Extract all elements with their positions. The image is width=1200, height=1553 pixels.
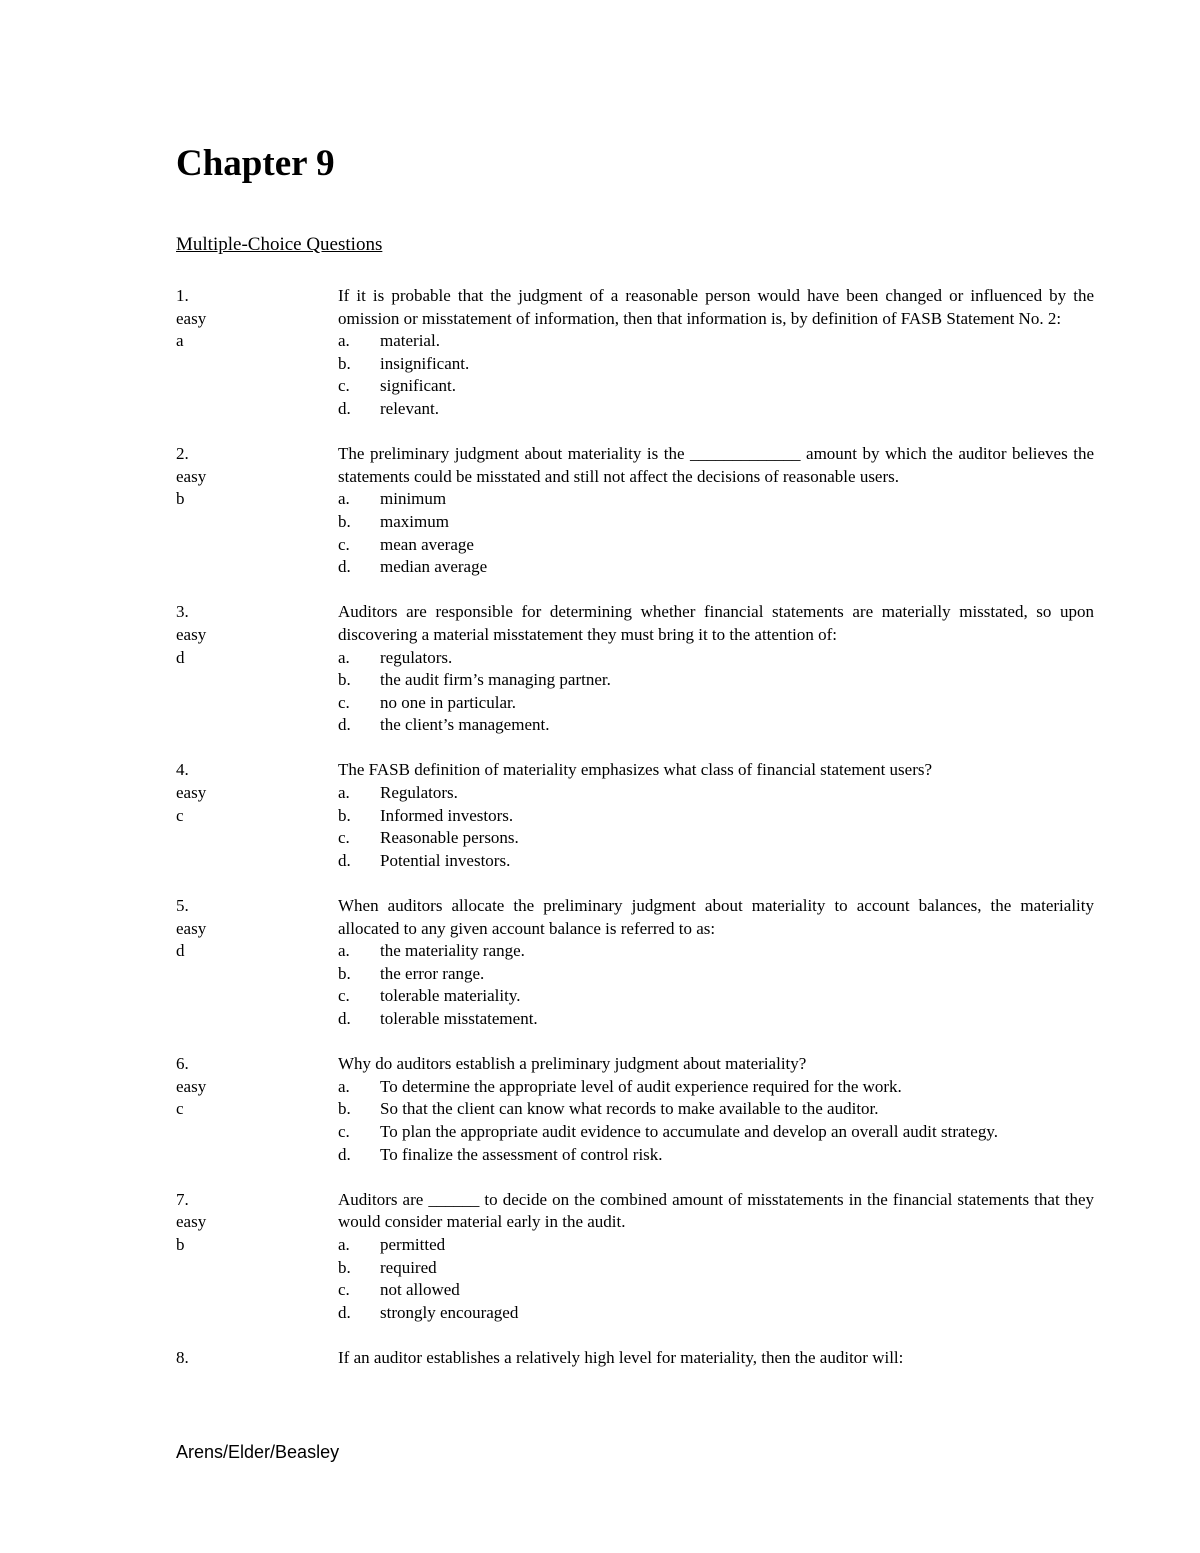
question-body: [338, 1189, 1094, 1325]
option-text: the audit firm’s managing partner.: [380, 670, 611, 690]
question-stem: The FASB definition of materiality emphasizes what class of financial statement users?: [338, 760, 933, 780]
option-letter: b.: [338, 805, 351, 825]
option-text: tolerable materiality.: [380, 986, 521, 1006]
option-text: So that the client can know what records to make available to the auditor.: [380, 1099, 879, 1119]
question-stem: Auditors are responsible for determining whether financial statements are materially misstated, so upon discovering a material misstatement they must bring it to the attention of:: [338, 602, 1094, 644]
option-text: tolerable misstatement.: [380, 1009, 538, 1028]
question-stem: When auditors allocate the preliminary judgment about materiality to account balances, the materiality allocated to any given account balance is referred to as:: [338, 896, 1094, 938]
option-letter: a.: [338, 1076, 350, 1096]
option-text: Potential investors.: [380, 850, 511, 870]
question-body: [338, 759, 1094, 872]
question-answer-key: d: [176, 647, 185, 667]
option-text: Regulators.: [380, 783, 458, 803]
question-answer-key: d: [176, 941, 185, 961]
option-text: insignificant.: [380, 353, 470, 373]
option-letter: b.: [338, 1099, 351, 1119]
option-letter: b.: [338, 353, 351, 373]
question-body: [338, 1053, 1094, 1166]
answer-option: [338, 647, 1094, 670]
question-answer-key: b: [176, 489, 185, 509]
option-text: required: [380, 1257, 437, 1277]
option-text: regulators.: [380, 647, 453, 667]
answer-option: [338, 1098, 1094, 1121]
question-number: 1.: [176, 286, 189, 305]
question-item: [176, 895, 1094, 1031]
question-meta: [176, 759, 338, 872]
option-letter: a.: [338, 1234, 350, 1254]
option-text: the error range.: [380, 963, 485, 983]
option-letter: b.: [338, 963, 351, 983]
question-item: [176, 1189, 1094, 1325]
question-stem: If an auditor establishes a relatively high level for materiality, then the auditor will:: [338, 1347, 904, 1367]
question-item: [176, 1053, 1094, 1166]
question-meta: [176, 285, 338, 421]
option-letter: a.: [338, 647, 350, 667]
option-letter: d.: [338, 398, 351, 418]
answer-option: [338, 963, 1094, 986]
option-text: no one in particular.: [380, 692, 516, 712]
option-letter: d.: [338, 557, 351, 577]
option-letter: d.: [338, 1302, 351, 1322]
question-difficulty: [176, 1370, 338, 1393]
option-letter: d.: [338, 850, 351, 870]
option-letter: d.: [338, 1009, 351, 1028]
question-stem: If it is probable that the judgment of a reasonable person would have been changed or influenced by the omission or misstatement of information, then that information is, by definition of FASB Statement No. 2:: [338, 286, 1094, 328]
question-meta: [176, 443, 338, 579]
question-body: [338, 285, 1094, 421]
answer-option: [338, 1008, 1094, 1031]
answer-option: [338, 1302, 1094, 1325]
option-letter: b.: [338, 511, 351, 531]
question-difficulty: easy: [176, 1212, 207, 1232]
question-item: [176, 759, 1094, 872]
option-letter: a.: [338, 489, 350, 509]
question-number: 7.: [176, 1189, 189, 1209]
question-answer-key: b: [176, 1234, 185, 1254]
option-letter: a.: [338, 331, 350, 351]
answer-option: [338, 511, 1094, 534]
option-letter: b.: [338, 670, 351, 690]
option-text: material.: [380, 331, 440, 351]
answer-option: [338, 782, 1094, 805]
option-text: To determine the appropriate level of audit experience required for the work.: [380, 1076, 902, 1096]
question-answer-key: c: [176, 805, 184, 825]
answer-option: [338, 1121, 1094, 1144]
question-item: [176, 1347, 1094, 1415]
option-text: To finalize the assessment of control risk.: [380, 1144, 663, 1164]
question-stem: The preliminary judgment about materiality is the _____________ amount by which the auditor believes the statements could be misstated and still not affect the decisions of reasonable users.: [338, 444, 1094, 486]
question-body: [338, 601, 1094, 737]
answer-option: [338, 556, 1094, 579]
question-answer-key: c: [176, 1099, 184, 1119]
option-letter: c.: [338, 1280, 350, 1300]
option-letter: b.: [338, 1257, 351, 1277]
page-footer: Arens/Elder/Beasley: [176, 1442, 340, 1462]
question-number: 8.: [176, 1347, 189, 1367]
question-body: [338, 1347, 1094, 1415]
answer-option: [338, 398, 1094, 421]
option-letter: c.: [338, 534, 350, 554]
question-stem: Auditors are ______ to decide on the combined amount of misstatements in the financial statements that they would consider material early in the audit.: [338, 1189, 1094, 1232]
option-text: minimum: [380, 489, 447, 509]
answer-option: [338, 353, 1094, 376]
answer-option: [338, 534, 1094, 557]
option-text: median average: [380, 557, 488, 577]
answer-option: [338, 1279, 1094, 1302]
answer-option: [338, 1144, 1094, 1167]
answer-option: [338, 375, 1094, 398]
question-meta: [176, 895, 338, 1031]
option-text: Informed investors.: [380, 805, 514, 825]
question-difficulty: easy: [176, 783, 207, 803]
answer-option: [338, 488, 1094, 511]
question-number: 5.: [176, 896, 189, 916]
section-heading: Multiple-Choice Questions: [176, 234, 383, 255]
answer-option: [338, 1257, 1094, 1280]
question-body: [338, 895, 1094, 1031]
question-item: [176, 601, 1094, 737]
option-text: To plan the appropriate audit evidence to accumulate and develop an overall audit strategy.: [380, 1121, 998, 1141]
question-body: [338, 443, 1094, 579]
option-text: Reasonable persons.: [380, 828, 519, 848]
option-letter: a.: [338, 783, 350, 803]
answer-option: [338, 827, 1094, 850]
question-number: 2.: [176, 444, 189, 464]
option-text: strongly encouraged: [380, 1302, 519, 1322]
option-letter: c.: [338, 828, 350, 848]
option-letter: d.: [338, 1144, 351, 1164]
question-difficulty: easy: [176, 466, 207, 486]
answer-option: [338, 669, 1094, 692]
option-letter: a.: [338, 941, 350, 961]
question-meta: [176, 601, 338, 737]
answer-option: [338, 692, 1094, 715]
option-text: mean average: [380, 534, 474, 554]
question-answer-key: [176, 1392, 338, 1415]
option-text: permitted: [380, 1234, 446, 1254]
answer-option: [338, 985, 1094, 1008]
question-item: [176, 443, 1094, 579]
option-letter: c.: [338, 692, 350, 712]
answer-option: [338, 1076, 1094, 1099]
answer-option: [338, 850, 1094, 873]
question-number: 6.: [176, 1054, 189, 1074]
option-text: maximum: [380, 511, 449, 531]
question-meta: [176, 1189, 338, 1325]
answer-option: [338, 940, 1094, 963]
page-title: Chapter 9: [176, 143, 335, 184]
answer-option: [338, 330, 1094, 353]
question-meta: [176, 1347, 338, 1415]
option-letter: c.: [338, 376, 350, 396]
answer-option: [338, 1234, 1094, 1257]
question-stem: Why do auditors establish a preliminary judgment about materiality?: [338, 1054, 807, 1074]
question-difficulty: easy: [176, 1076, 207, 1096]
question-difficulty: easy: [176, 918, 207, 938]
option-text: relevant.: [380, 398, 439, 418]
option-text: the materiality range.: [380, 941, 525, 961]
question-number: 3.: [176, 602, 189, 622]
option-text: significant.: [380, 376, 457, 396]
option-letter: c.: [338, 1121, 350, 1141]
question-number: 4.: [176, 760, 189, 780]
answer-option: [338, 714, 1094, 737]
question-item: [176, 285, 1094, 421]
question-answer-key: a: [176, 331, 184, 351]
answer-option: [338, 805, 1094, 828]
question-list: [176, 285, 1094, 1437]
option-text: not allowed: [380, 1280, 460, 1300]
option-letter: c.: [338, 986, 350, 1006]
question-difficulty: easy: [176, 308, 207, 328]
question-meta: [176, 1053, 338, 1166]
option-text: the client’s management.: [380, 715, 550, 735]
option-letter: d.: [338, 715, 351, 735]
question-difficulty: easy: [176, 624, 207, 644]
